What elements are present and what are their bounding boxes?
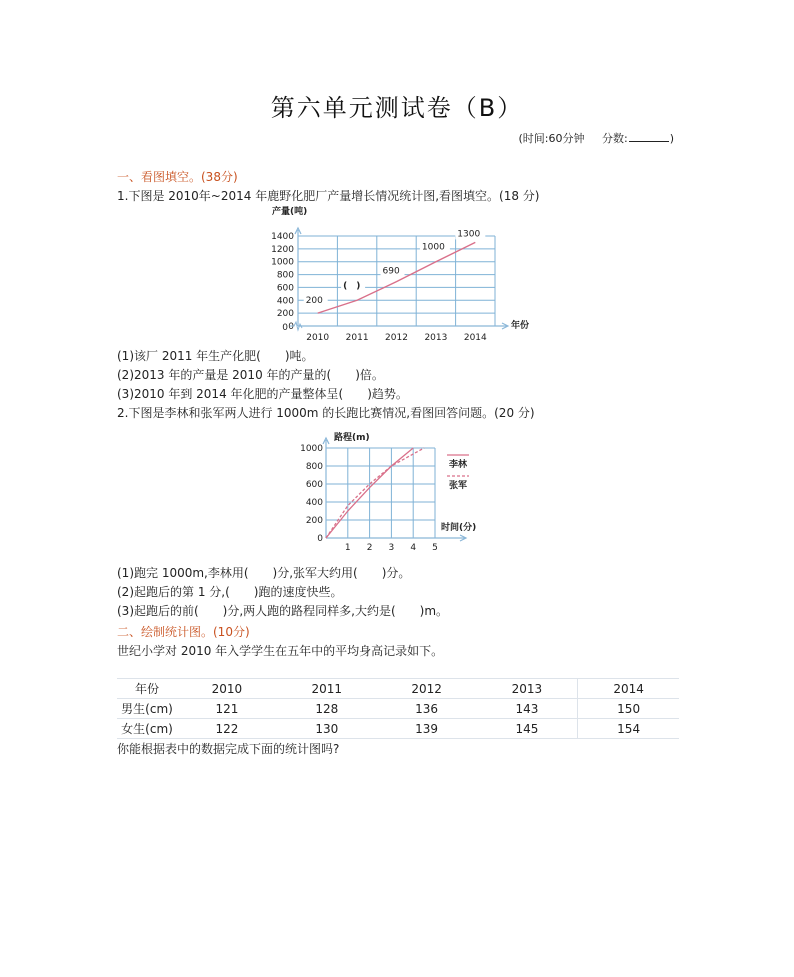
x-tick-label: 4: [410, 543, 417, 553]
score-label: 分数:: [601, 132, 628, 145]
x-tick-label: 5: [432, 543, 438, 553]
table-header: 2012: [377, 679, 477, 699]
data-label: ( ): [343, 281, 361, 292]
data-label: 690: [382, 266, 400, 277]
q1-item-3: (3)2010 年到 2014 年化肥的产量整体呈( )趋势。: [117, 387, 408, 401]
y-tick-label: 600: [305, 480, 323, 490]
score-blank: [629, 141, 669, 142]
table-cell: 143: [477, 699, 578, 719]
table-header: 年份: [117, 679, 177, 699]
table-cell: 150: [578, 699, 679, 719]
table-header: 2013: [477, 679, 578, 699]
meta-close: ): [669, 132, 674, 145]
page-title: 第六单元测试卷（B）: [270, 94, 524, 122]
y-tick-label: 800: [305, 462, 323, 472]
section1-heading: 一、看图填空。(38分): [117, 170, 238, 184]
y-tick-label: 0: [317, 534, 323, 544]
table-cell: 男生(cm): [117, 699, 177, 719]
q2-item-2: (2)起跑后的第 1 分,( )跑的速度快些。: [117, 585, 343, 599]
q2-prompt: 2.下图是李林和张军两人进行 1000m 的长跑比赛情况,看图回答问题。(20 分): [117, 406, 535, 420]
x-tick-label: 3: [388, 543, 395, 553]
x-tick-label: 1: [344, 543, 351, 553]
x-tick-label: 2013: [424, 333, 448, 343]
y-tick-label: 400: [276, 296, 294, 307]
section2-question: 你能根据表中的数据完成下面的统计图吗?: [117, 742, 340, 756]
table-header: 2014: [578, 679, 679, 699]
q1-item-2: (2)2013 年的产量是 2010 年的产量的( )倍。: [117, 368, 384, 382]
q1-item-1: (1)该厂 2011 年生产化肥( )吨。: [117, 349, 314, 363]
table-cell: 136: [377, 699, 477, 719]
data-label: 1300: [457, 229, 481, 240]
table-cell: 130: [277, 719, 377, 739]
q2-item-3: (3)起跑后的前( )分,两人跑的路程同样多,大约是( )m。: [117, 604, 449, 618]
production-series-line: [318, 242, 476, 313]
table-cell: 145: [477, 719, 578, 739]
table-header: 2010: [177, 679, 277, 699]
production-chart-group: [271, 205, 529, 343]
data-label: 1000: [421, 242, 445, 253]
time-label: (时间:60分钟: [518, 132, 585, 145]
section2-intro: 世纪小学对 2010 年入学学生在五年中的平均身高记录如下。: [117, 644, 444, 658]
x-axis-title: 年份: [511, 321, 530, 331]
table-cell: 139: [377, 719, 477, 739]
y-tick-label: 1000: [300, 444, 323, 454]
section2-heading: 二、绘制统计图。(10分): [117, 625, 250, 639]
y-tick-label: 400: [305, 498, 323, 508]
x-tick-label: 2014: [463, 333, 487, 343]
table-row: [117, 719, 679, 739]
zhangjun-series-line: [326, 448, 424, 538]
y-tick-label-zero: 0: [282, 323, 288, 333]
race-chart-group: [300, 431, 476, 553]
y-tick-label: 200: [276, 309, 294, 320]
race-line-chart: [296, 426, 496, 554]
production-line-chart: [262, 200, 532, 348]
x-tick-label: 2: [366, 543, 373, 553]
q2-item-1: (1)跑完 1000m,李林用( )分,张军大约用( )分。: [117, 566, 411, 580]
y-tick-label: 1000: [271, 257, 294, 268]
y-tick-label: 200: [305, 516, 323, 526]
x-axis-title: 时间(分): [441, 523, 477, 533]
x-tick-label: 2010: [306, 333, 330, 343]
data-label: 200: [305, 296, 323, 307]
y-tick-label: 1200: [271, 244, 294, 255]
y-tick-label: 0: [288, 322, 294, 332]
q1-prompt: 1.下图是 2010年~2014 年鹿野化肥厂产量增长情况统计图,看图填空。(18 分): [117, 189, 540, 203]
y-tick-label: 1400: [271, 232, 294, 242]
table-header-row: [117, 679, 679, 699]
y-tick-label: 600: [276, 283, 294, 294]
x-tick-label: 2012: [385, 333, 408, 343]
table-cell: 女生(cm): [117, 719, 177, 739]
height-table: [117, 678, 679, 739]
y-tick-label: 800: [276, 270, 294, 281]
table-header: 2011: [277, 679, 377, 699]
table-cell: 154: [578, 719, 679, 739]
legend-label: 李林: [449, 460, 468, 470]
table-cell: 122: [177, 719, 277, 739]
exam-meta: [519, 130, 675, 146]
y-axis-title: 产量(吨): [272, 207, 308, 217]
legend-label: 张军: [449, 481, 468, 491]
table-cell: 128: [277, 699, 377, 719]
table-row: [117, 699, 679, 719]
table-cell: 121: [177, 699, 277, 719]
y-axis-title: 路程(m): [334, 433, 370, 443]
x-tick-label: 2011: [345, 333, 369, 343]
